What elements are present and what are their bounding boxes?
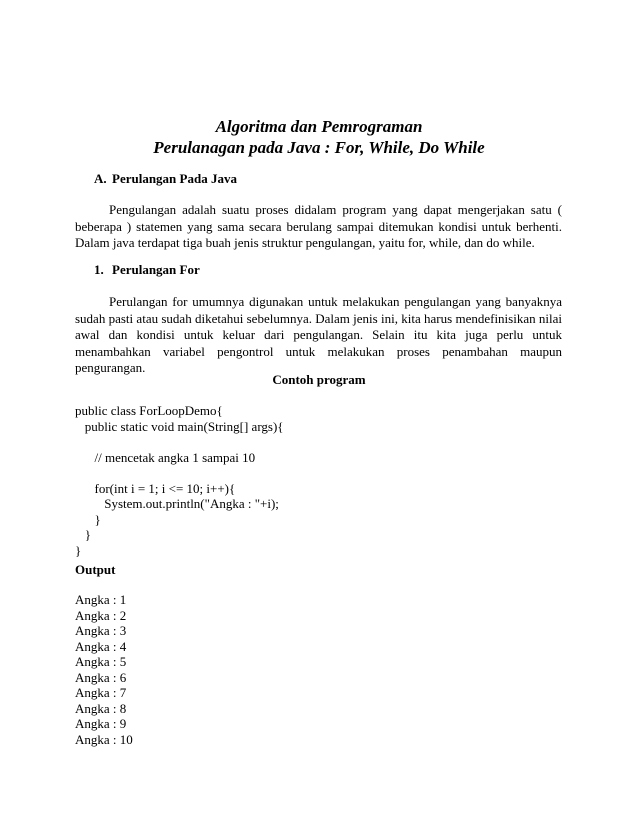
output-line: Angka : 4 — [75, 638, 127, 654]
output-list — [75, 592, 133, 747]
section-1-title: Perulangan For — [112, 262, 200, 277]
output-line: Angka : 3 — [75, 623, 127, 638]
output-label: Output — [75, 562, 116, 577]
section-1-paragraph: Perulangan for umumnya digunakan untuk melakukan pengulangan yang banyaknya sudah pasti atau sudah diketahui sebelumnya. Dalam jenis ini, kita harus mendefinisikan nilai awal dan kondisi untuk keluar dari pengulangan. Selain itu kita juga perlu untuk menambahkan variabel pengontrol untuk melakukan proses penambahan maupun pengurangan. — [75, 294, 562, 375]
document-subtitle: Perulanagan pada Java : For, While, Do While — [153, 138, 485, 157]
output-line: Angka : 9 — [75, 716, 127, 731]
code-block: public class ForLoopDemo{ public static void main(String[] args){ // mencetak angka 1 sampai 10 for(int i = 1; i <= 10; i++){ System.out.println("Angka : "+i); } } } — [75, 403, 284, 558]
output-line: Angka : 6 — [75, 669, 127, 685]
example-label: Contoh program — [272, 372, 366, 387]
output-line: Angka : 2 — [75, 607, 127, 623]
output-line: Angka : 5 — [75, 654, 127, 669]
section-1-marker: 1. — [94, 262, 104, 277]
output-line: Angka : 1 — [75, 592, 127, 607]
section-a-paragraph: Pengulangan adalah suatu proses didalam program yang dapat mengerjakan satu ( beberapa ) statemen yang sama secara berulang sampai ditemukan kondisi untuk berhenti. Dalam java terdapat tiga buah jenis struktur pengulangan, yaitu for, while, dan do while. — [75, 202, 562, 250]
section-a-marker: A. — [94, 171, 107, 186]
output-line: Angka : 7 — [75, 685, 127, 700]
section-1-heading — [94, 262, 200, 278]
output-line: Angka : 10 — [75, 731, 133, 747]
document-title: Algoritma dan Pemrograman — [215, 117, 423, 136]
output-line: Angka : 8 — [75, 700, 127, 716]
section-a-title: Perulangan Pada Java — [112, 171, 237, 186]
section-a-heading — [94, 171, 237, 187]
